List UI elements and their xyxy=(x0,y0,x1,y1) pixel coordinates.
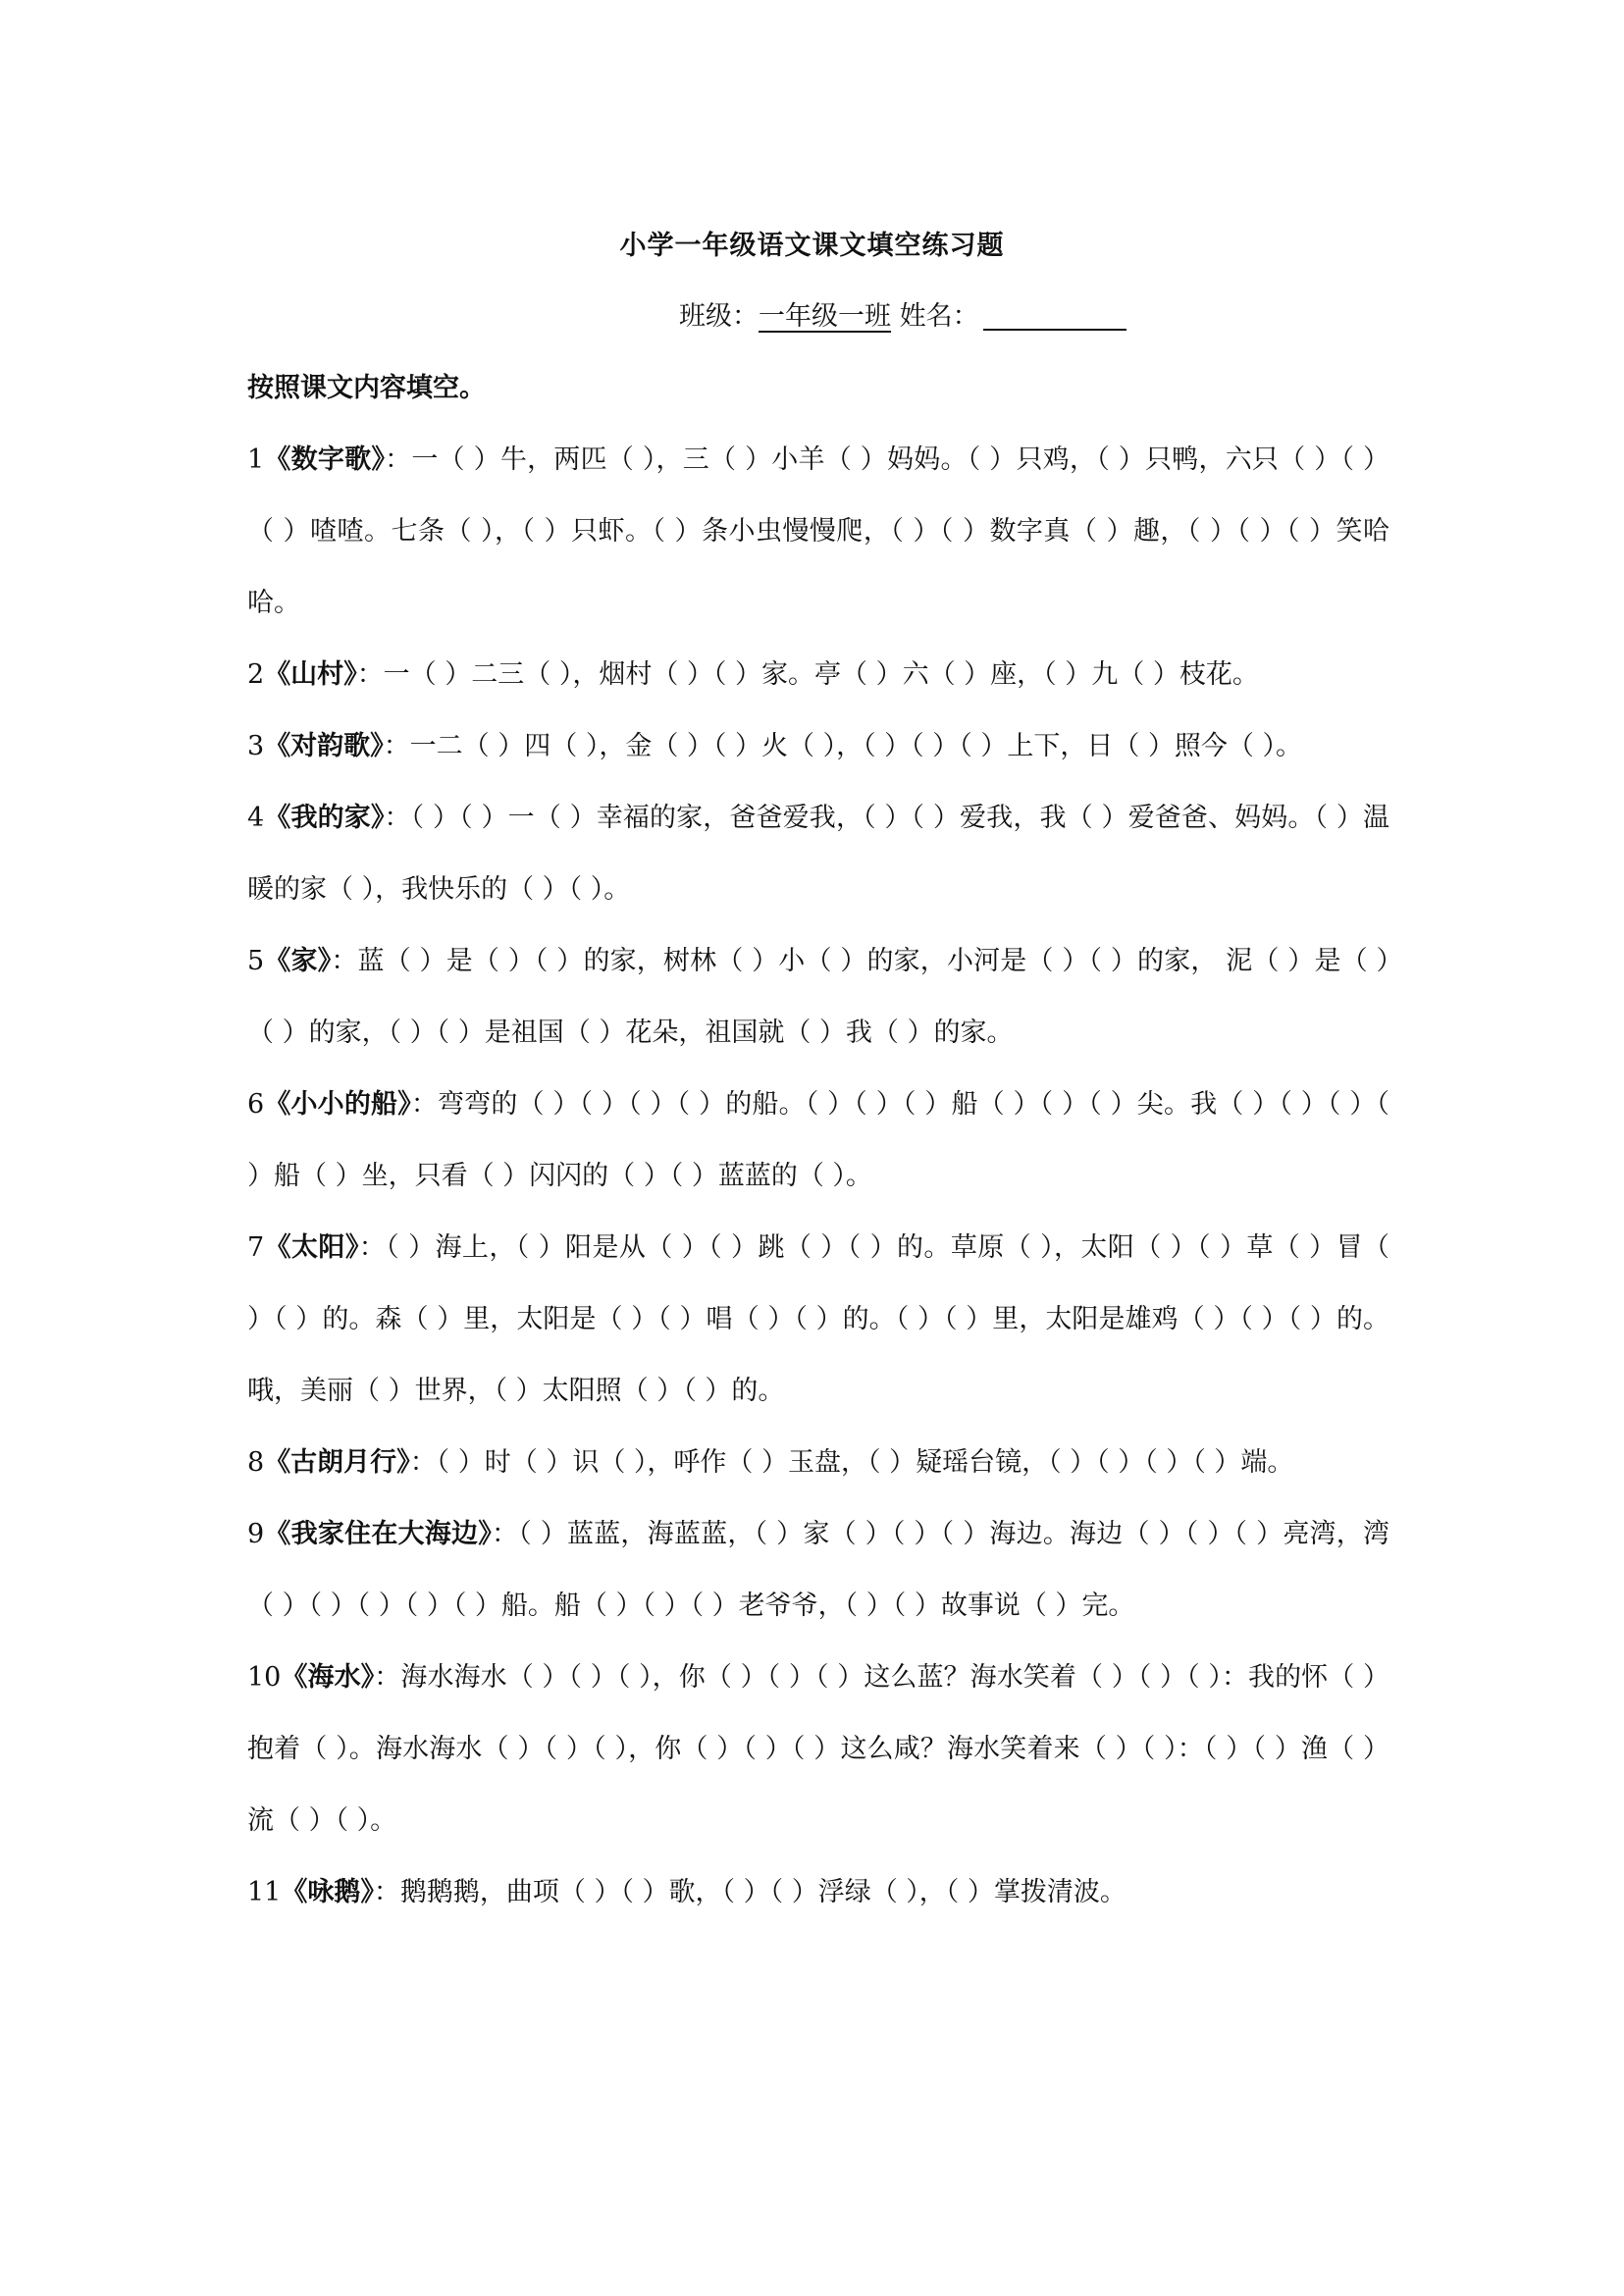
question-text: ：（ ）（ ）一（ ）幸福的家，爸爸爱我，（ ）（ ）爱我，我（ ）爱爸爸、妈妈。（ ）温暖的家（ ），我快乐的（ ）（ ）。 xyxy=(247,803,1390,905)
name-blank-line[interactable] xyxy=(983,303,1126,331)
question-item xyxy=(247,782,1389,925)
question-item xyxy=(247,1856,1389,1928)
question-item xyxy=(247,925,1389,1069)
worksheet-title: 小学一年级语文课文填空练习题 xyxy=(619,231,1005,261)
question-text: ：一二（ ）四（ ），金（ ）（ ）火（ ），（ ）（ ）（ ）上下，日（ ）照今（ ）。 xyxy=(383,731,1303,761)
lesson-title: 《小小的船》 xyxy=(264,1089,411,1120)
question-text: ：海水海水（ ）（ ）（ ），你（ ）（ ）（ ）这么蓝？海水笑着（ ）（ ）（ ）：我的怀（ ）抱着（ ）。海水海水（ ）（ ）（ ），你（ ）（ ）（ ）这么咸？海水笑着来（ ）（ ）：（ ）（ ）渔（ ）流（ ）（ ）。 xyxy=(247,1662,1390,1836)
lesson-title: 《太阳》 xyxy=(264,1232,359,1263)
question-number: 1 xyxy=(247,444,265,475)
question-item xyxy=(247,1498,1389,1642)
question-text: ：一（ ）二三（ ），烟村（ ）（ ）家。亭（ ）六（ ）座，（ ）九（ ）枝花。 xyxy=(356,659,1259,690)
question-number: 11 xyxy=(247,1877,282,1907)
question-number: 2 xyxy=(247,659,265,690)
question-item xyxy=(247,1069,1389,1212)
question-item xyxy=(247,1427,1389,1498)
name-label: 姓名： xyxy=(899,301,979,332)
lesson-title: 《对韵歌》 xyxy=(264,731,384,761)
question-text: ：弯弯的（ ）（ ）（ ）（ ）的船。（ ）（ ）（ ）船（ ）（ ）（ ）尖。我（ ）（ ）（ ）（ ）船（ ）坐，只看（ ）闪闪的（ ）（ ）蓝蓝的（ ）。 xyxy=(247,1089,1389,1191)
question-number: 4 xyxy=(247,803,265,833)
question-item xyxy=(247,424,1389,639)
question-text: ：鹅鹅鹅，曲项（ ）（ ）歌，（ ）（ ）浮绿（ ），（ ）掌拨清波。 xyxy=(373,1877,1126,1907)
class-value: 一年级一班 xyxy=(759,301,891,332)
lesson-title: 《数字歌》 xyxy=(264,444,386,475)
lesson-title: 《海水》 xyxy=(281,1662,375,1693)
question-number: 7 xyxy=(247,1232,265,1263)
instruction-heading: 按照课文内容填空。 xyxy=(247,373,486,403)
question-text: ：（ ）蓝蓝，海蓝蓝，（ ）家（ ）（ ）（ ）海边。海边（ ）（ ）（ ）亮湾，湾（ ）（ ）（ ）（ ）（ ）船。船（ ）（ ）（ ）老爷爷，（ ）（ ）故事说（ ）完。 xyxy=(247,1519,1390,1621)
lesson-title: 《我的家》 xyxy=(264,803,385,833)
question-text: ：一（ ）牛，两匹（ ），三（ ）小羊（ ）妈妈。（ ）只鸡，（ ）只鸭，六只（ ）（ ）（ ）喳喳。七条（ ），（ ）只虾。（ ）条小虫慢慢爬，（ ）（ ）数字真（ ）趣，（ ）（ ）（ ）笑哈哈。 xyxy=(247,444,1389,618)
question-number: 5 xyxy=(247,946,265,976)
lesson-title: 《我家住在大海边》 xyxy=(264,1519,492,1549)
lesson-title: 《家》 xyxy=(264,946,332,976)
question-text: ：蓝（ ）是（ ）（ ）的家，树林（ ）小（ ）的家，小河是（ ）（ ）的家， 泥（ ）是（ ）（ ）的家，（ ）（ ）是祖国（ ）花朵，祖国就（ ）我（ ）的家。 xyxy=(247,946,1390,1048)
lesson-title: 《咏鹅》 xyxy=(281,1877,374,1907)
question-number: 10 xyxy=(247,1662,282,1693)
question-number: 8 xyxy=(247,1447,265,1478)
question-number: 6 xyxy=(247,1089,265,1120)
question-number: 9 xyxy=(247,1519,265,1549)
lesson-title: 《古朗月行》 xyxy=(264,1447,410,1478)
question-item xyxy=(247,1212,1389,1427)
question-number: 3 xyxy=(247,731,265,761)
question-item xyxy=(247,639,1389,710)
worksheet-content xyxy=(247,361,1389,1928)
lesson-title: 《山村》 xyxy=(264,659,357,690)
question-item xyxy=(247,1642,1389,1856)
question-text: ：（ ）海上，（ ）阳是从（ ）（ ）跳（ ）（ ）的。草原（ ），太阳（ ）（ ）草（ ）冒（ ）（ ）的。森（ ）里，太阳是（ ）（ ）唱（ ）（ ）的。（ ）（ ）里，太阳是雄鸡（ ）（ ）（ ）的。哦，美丽（ ）世界，（ ）太阳照（ ）（ ）的。 xyxy=(247,1232,1390,1406)
question-item xyxy=(247,710,1389,782)
class-label: 班级： xyxy=(679,301,759,332)
question-text: ：（ ）时（ ）识（ ），呼作（ ）玉盘，（ ）疑瑶台镜，（ ）（ ）（ ）（ ）端。 xyxy=(409,1447,1294,1478)
student-info-line xyxy=(679,294,1126,333)
